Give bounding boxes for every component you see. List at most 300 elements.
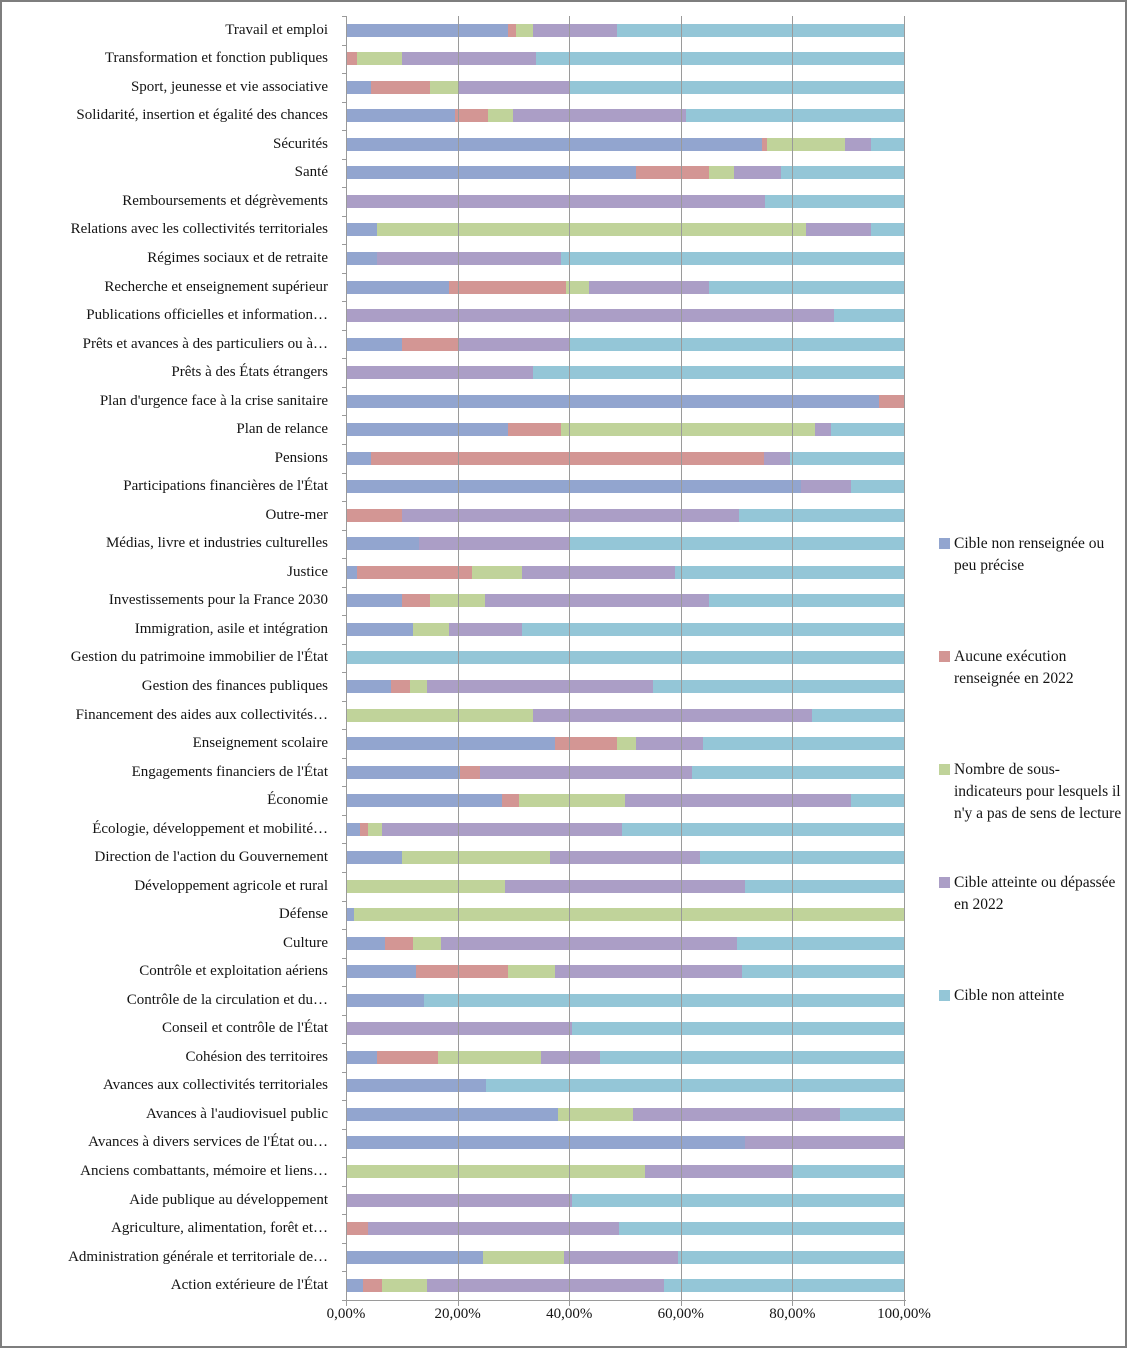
bar-segment [519, 794, 625, 807]
category-label: Pensions [274, 449, 328, 466]
y-axis-tick [342, 130, 347, 131]
bar-segment [346, 138, 762, 151]
bar-segment [346, 281, 449, 294]
bar-row [346, 672, 904, 701]
bar-segment [458, 338, 570, 351]
bar-row [346, 644, 904, 673]
bar-segment [488, 109, 513, 122]
stacked-bar [346, 138, 904, 151]
category-label: Gestion du patrimoine immobilier de l'État [70, 649, 328, 666]
bar-segment [739, 509, 904, 522]
bar-row [346, 1186, 904, 1215]
y-axis-tick [342, 102, 347, 103]
stacked-bar [346, 1079, 904, 1092]
bar-segment [834, 309, 904, 322]
category-label: Économie [267, 792, 328, 809]
bar-segment [357, 52, 402, 65]
legend-label: Aucune exécution renseignée en 2022 [954, 648, 1074, 687]
category-axis [2, 16, 334, 1300]
bar-segment [801, 480, 851, 493]
bar-segment [346, 794, 502, 807]
bar-segment [745, 880, 904, 893]
bar-row [346, 415, 904, 444]
stacked-bar [346, 709, 904, 722]
bar-segment [812, 709, 904, 722]
bar-row [346, 558, 904, 587]
bar-row [346, 330, 904, 359]
y-axis-tick [342, 1072, 347, 1073]
bar-segment [438, 1051, 541, 1064]
legend-item [939, 759, 1125, 825]
bar-segment [346, 366, 533, 379]
bar-segment [678, 1251, 904, 1264]
bar-segment [402, 594, 430, 607]
y-axis-tick [342, 330, 347, 331]
y-axis-tick [342, 444, 347, 445]
legend-item [939, 646, 1125, 690]
x-tick-label: 0,00% [326, 1306, 366, 1322]
bar-segment [831, 423, 904, 436]
bar-segment [513, 109, 686, 122]
stacked-bar [346, 366, 904, 379]
category-label: Agriculture, alimentation, forêt et… [110, 1220, 328, 1237]
y-axis-tick [342, 1186, 347, 1187]
y-axis-tick [342, 672, 347, 673]
bar-row [346, 1271, 904, 1300]
bar-segment [346, 937, 385, 950]
stacked-bar [346, 1251, 904, 1264]
category-label: Avances aux collectivités territoriales [102, 1077, 328, 1094]
bar-segment [354, 908, 904, 921]
bar-segment [430, 81, 458, 94]
bar-row [346, 1157, 904, 1186]
bar-segment [533, 709, 812, 722]
bar-segment [709, 594, 904, 607]
bar-segment [486, 1079, 905, 1092]
y-axis-tick [342, 16, 347, 17]
bar-row [346, 1015, 904, 1044]
bar-row [346, 1214, 904, 1243]
bar-segment [346, 423, 508, 436]
bar-segment [346, 908, 354, 921]
y-axis-tick [342, 1015, 347, 1016]
x-axis-tick [346, 1301, 347, 1306]
bar-segment [653, 680, 904, 693]
bar-segment [871, 138, 904, 151]
bar-segment [360, 823, 368, 836]
y-axis-tick [342, 872, 347, 873]
bar-segment [346, 1165, 645, 1178]
gridline [904, 16, 905, 1300]
bar-segment [790, 452, 904, 465]
bar-segment [555, 965, 742, 978]
bar-row [346, 45, 904, 74]
legend-label: Cible atteinte ou dépassée en 2022 [954, 874, 1116, 913]
x-axis-tick [904, 1301, 905, 1306]
category-label: Prêts à des États étrangers [171, 364, 328, 381]
category-label: Direction de l'action du Gouvernement [94, 849, 328, 866]
y-axis-tick [342, 273, 347, 274]
stacked-bar [346, 566, 904, 579]
stacked-bar [346, 937, 904, 950]
bar-row [346, 958, 904, 987]
bar-segment [346, 680, 391, 693]
bar-row [346, 387, 904, 416]
bar-row [346, 729, 904, 758]
legend-swatch-icon [939, 538, 950, 549]
x-tick-label: 100,00% [877, 1306, 931, 1322]
bar-row [346, 1129, 904, 1158]
bar-segment [742, 965, 904, 978]
bar-segment [402, 509, 740, 522]
bar-segment [346, 509, 402, 522]
bar-segment [851, 480, 904, 493]
category-label: Défense [278, 906, 328, 923]
bar-segment [633, 1108, 839, 1121]
stacked-bar [346, 794, 904, 807]
stacked-bar [346, 223, 904, 236]
bar-segment [508, 423, 561, 436]
y-axis-tick [342, 358, 347, 359]
stacked-bar [346, 594, 904, 607]
y-axis-tick [342, 615, 347, 616]
category-label: Anciens combattants, mémoire et liens… [80, 1163, 328, 1180]
bar-segment [346, 566, 357, 579]
bar-segment [572, 1022, 904, 1035]
stacked-bar [346, 1194, 904, 1207]
bar-segment [879, 395, 904, 408]
x-tick-label: 80,00% [769, 1306, 816, 1322]
category-label: Justice [287, 563, 328, 580]
bar-segment [625, 794, 851, 807]
stacked-bar [346, 452, 904, 465]
bar-segment [346, 1108, 558, 1121]
category-label: Développement agricole et rural [134, 877, 328, 894]
bar-segment [346, 52, 357, 65]
bar-segment [692, 766, 904, 779]
bar-segment [346, 1279, 363, 1292]
bar-segment [346, 452, 371, 465]
category-label: Cohésion des territoires [185, 1048, 328, 1065]
bar-segment [589, 281, 709, 294]
bar-segment [377, 252, 561, 265]
bar-segment [840, 1108, 904, 1121]
gridline [681, 16, 682, 1300]
bar-segment [555, 737, 616, 750]
bar-segment [745, 1136, 904, 1149]
bar-segment [346, 395, 879, 408]
stacked-bar [346, 166, 904, 179]
bar-row [346, 358, 904, 387]
gridline [458, 16, 459, 1300]
stacked-bar [346, 1279, 904, 1292]
bar-segment [483, 1251, 564, 1264]
bar-row [346, 216, 904, 245]
y-axis-tick [342, 301, 347, 302]
bar-segment [346, 594, 402, 607]
stacked-bar [346, 281, 904, 294]
bar-segment [541, 1051, 600, 1064]
stacked-bar [346, 309, 904, 322]
stacked-bar [346, 766, 904, 779]
legend-label: Nombre de sous-indicateurs pour lesquels il n'y a pas de sens de lecture [954, 761, 1122, 822]
category-label: Action extérieure de l'État [170, 1277, 328, 1294]
bar-segment [346, 651, 904, 664]
bar-segment [636, 737, 703, 750]
bar-row [346, 102, 904, 131]
bar-segment [419, 537, 570, 550]
category-label: Plan d'urgence face à la crise sanitaire [99, 392, 328, 409]
bar-segment [619, 1222, 904, 1235]
bar-row [346, 501, 904, 530]
bar-segment [617, 737, 637, 750]
bar-row [346, 900, 904, 929]
bar-segment [871, 223, 904, 236]
bar-segment [385, 937, 413, 950]
bar-segment [455, 109, 488, 122]
bar-segment [536, 52, 904, 65]
x-tick-label: 40,00% [546, 1306, 593, 1322]
category-label: Recherche et enseignement supérieur [104, 278, 328, 295]
bar-row [346, 73, 904, 102]
category-label: Relations avec les collectivités territoriales [70, 221, 328, 238]
bar-segment [806, 223, 870, 236]
stacked-bar [346, 1108, 904, 1121]
y-axis-tick [342, 558, 347, 559]
bar-row [346, 758, 904, 787]
legend-swatch-icon [939, 990, 950, 1001]
bar-segment [346, 965, 416, 978]
category-label: Avances à l'audiovisuel public [146, 1105, 328, 1122]
y-axis-tick [342, 901, 347, 902]
bar-row [346, 16, 904, 45]
x-tick-label: 20,00% [434, 1306, 481, 1322]
bar-row [346, 701, 904, 730]
bar-rows [346, 16, 904, 1300]
bar-segment [346, 880, 505, 893]
bar-row [346, 929, 904, 958]
bar-segment [346, 1194, 572, 1207]
bar-segment [346, 1222, 368, 1235]
y-axis-tick [342, 45, 347, 46]
bar-segment [564, 1251, 678, 1264]
bar-segment [460, 766, 480, 779]
category-label: Participations financières de l'État [123, 478, 328, 495]
bar-segment [502, 794, 519, 807]
bar-segment [371, 81, 430, 94]
bar-segment [346, 737, 555, 750]
bar-segment [617, 24, 904, 37]
bar-segment [734, 166, 781, 179]
x-axis-tick [458, 1301, 459, 1306]
bar-segment [346, 851, 402, 864]
category-label: Écologie, développement et mobilité… [92, 820, 328, 837]
bar-row [346, 1100, 904, 1129]
stacked-bar [346, 195, 904, 208]
category-label: Prêts et avances à des particuliers ou à… [82, 335, 328, 352]
stacked-bar [346, 480, 904, 493]
bar-segment [346, 709, 533, 722]
bar-segment [377, 223, 807, 236]
bar-segment [368, 1222, 619, 1235]
legend-swatch-icon [939, 877, 950, 888]
y-axis-tick [342, 159, 347, 160]
bar-segment [402, 52, 536, 65]
bar-segment [346, 338, 402, 351]
y-axis-tick [342, 1129, 347, 1130]
bar-row [346, 587, 904, 616]
bar-segment [441, 937, 737, 950]
stacked-bar [346, 651, 904, 664]
bar-segment [382, 1279, 427, 1292]
bar-segment [569, 81, 904, 94]
bar-segment [516, 24, 533, 37]
bar-row [346, 530, 904, 559]
bar-segment [368, 823, 382, 836]
bar-segment [402, 851, 550, 864]
bar-segment [346, 766, 460, 779]
stacked-bar [346, 52, 904, 65]
y-axis-tick [342, 187, 347, 188]
y-axis-tick [342, 216, 347, 217]
bar-segment [764, 452, 789, 465]
bar-segment [561, 423, 815, 436]
x-axis-tick [569, 1301, 570, 1306]
bar-segment [522, 623, 904, 636]
bar-segment [508, 965, 555, 978]
bar-row [346, 786, 904, 815]
y-axis-tick [342, 701, 347, 702]
bar-segment [346, 1079, 486, 1092]
category-label: Sport, jeunesse et vie associative [130, 78, 328, 95]
bar-segment [675, 566, 904, 579]
y-axis-tick [342, 73, 347, 74]
y-axis-tick [342, 786, 347, 787]
stacked-bar [346, 537, 904, 550]
bar-segment [363, 1279, 383, 1292]
category-label: Gestion des finances publiques [141, 677, 328, 694]
bar-segment [458, 81, 570, 94]
bar-segment [572, 1194, 904, 1207]
stacked-bar [346, 880, 904, 893]
bar-segment [664, 1279, 904, 1292]
bar-segment [346, 109, 455, 122]
legend-item [939, 872, 1125, 916]
bar-segment [424, 994, 904, 1007]
bar-row [346, 872, 904, 901]
bar-segment [505, 880, 745, 893]
bar-row [346, 1072, 904, 1101]
y-axis-tick [342, 986, 347, 987]
bar-segment [569, 338, 904, 351]
bar-segment [533, 24, 617, 37]
category-label: Transformation et fonction publiques [104, 50, 328, 67]
bar-row [346, 1243, 904, 1272]
stacked-bar [346, 338, 904, 351]
legend-label: Cible non renseignée ou peu précise [954, 535, 1105, 574]
stacked-bar [346, 908, 904, 921]
bar-segment [391, 680, 411, 693]
y-axis-tick [342, 387, 347, 388]
category-label: Engagements financiers de l'État [131, 763, 328, 780]
bar-segment [815, 423, 832, 436]
category-label: Contrôle de la circulation et du… [126, 991, 328, 1008]
bar-segment [346, 1251, 483, 1264]
category-label: Médias, livre et industries culturelles [105, 535, 328, 552]
stacked-bar [346, 1165, 904, 1178]
bar-segment [377, 1051, 438, 1064]
legend [939, 533, 1125, 1013]
x-axis-tick [681, 1301, 682, 1306]
bar-row [346, 986, 904, 1015]
bar-row [346, 244, 904, 273]
stacked-bar [346, 1051, 904, 1064]
bar-segment [371, 452, 764, 465]
category-label: Aide publique au développement [129, 1191, 328, 1208]
category-label: Financement des aides aux collectivités… [75, 706, 328, 723]
stacked-bar [346, 509, 904, 522]
gridline [346, 16, 347, 1300]
legend-item [939, 533, 1125, 577]
stacked-bar [346, 81, 904, 94]
y-axis-tick [342, 1214, 347, 1215]
bar-segment [700, 851, 904, 864]
stacked-bar [346, 1136, 904, 1149]
stacked-bar [346, 823, 904, 836]
stacked-bar [346, 24, 904, 37]
category-label: Avances à divers services de l'État ou… [88, 1134, 328, 1151]
category-label: Culture [283, 934, 328, 951]
category-label: Immigration, asile et intégration [134, 620, 328, 637]
plot-area [346, 16, 904, 1300]
bar-segment [781, 166, 904, 179]
bar-segment [622, 823, 904, 836]
stacked-bar [346, 851, 904, 864]
bar-segment [413, 937, 441, 950]
stacked-bar [346, 252, 904, 265]
bar-row [346, 473, 904, 502]
bar-segment [767, 138, 845, 151]
y-axis-tick [342, 1043, 347, 1044]
bar-row [346, 130, 904, 159]
y-axis-tick [342, 244, 347, 245]
y-axis-tick [342, 729, 347, 730]
category-label: Investissements pour la France 2030 [108, 592, 328, 609]
bar-segment [346, 537, 419, 550]
bar-segment [346, 480, 801, 493]
bar-row [346, 1043, 904, 1072]
x-axis-line [346, 1300, 906, 1301]
legend-item [939, 985, 1064, 1007]
gridline [792, 16, 793, 1300]
stacked-bar [346, 680, 904, 693]
bar-row [346, 815, 904, 844]
bar-segment [686, 109, 904, 122]
bar-segment [346, 1022, 572, 1035]
bar-segment [600, 1051, 904, 1064]
bar-row [346, 301, 904, 330]
bar-segment [346, 195, 765, 208]
bar-segment [382, 823, 622, 836]
bar-segment [645, 1165, 793, 1178]
bar-segment [427, 680, 653, 693]
bar-segment [792, 1165, 904, 1178]
bar-row [346, 444, 904, 473]
bar-row [346, 615, 904, 644]
category-label: Outre-mer [265, 506, 328, 523]
bar-segment [569, 537, 904, 550]
legend-swatch-icon [939, 651, 950, 662]
